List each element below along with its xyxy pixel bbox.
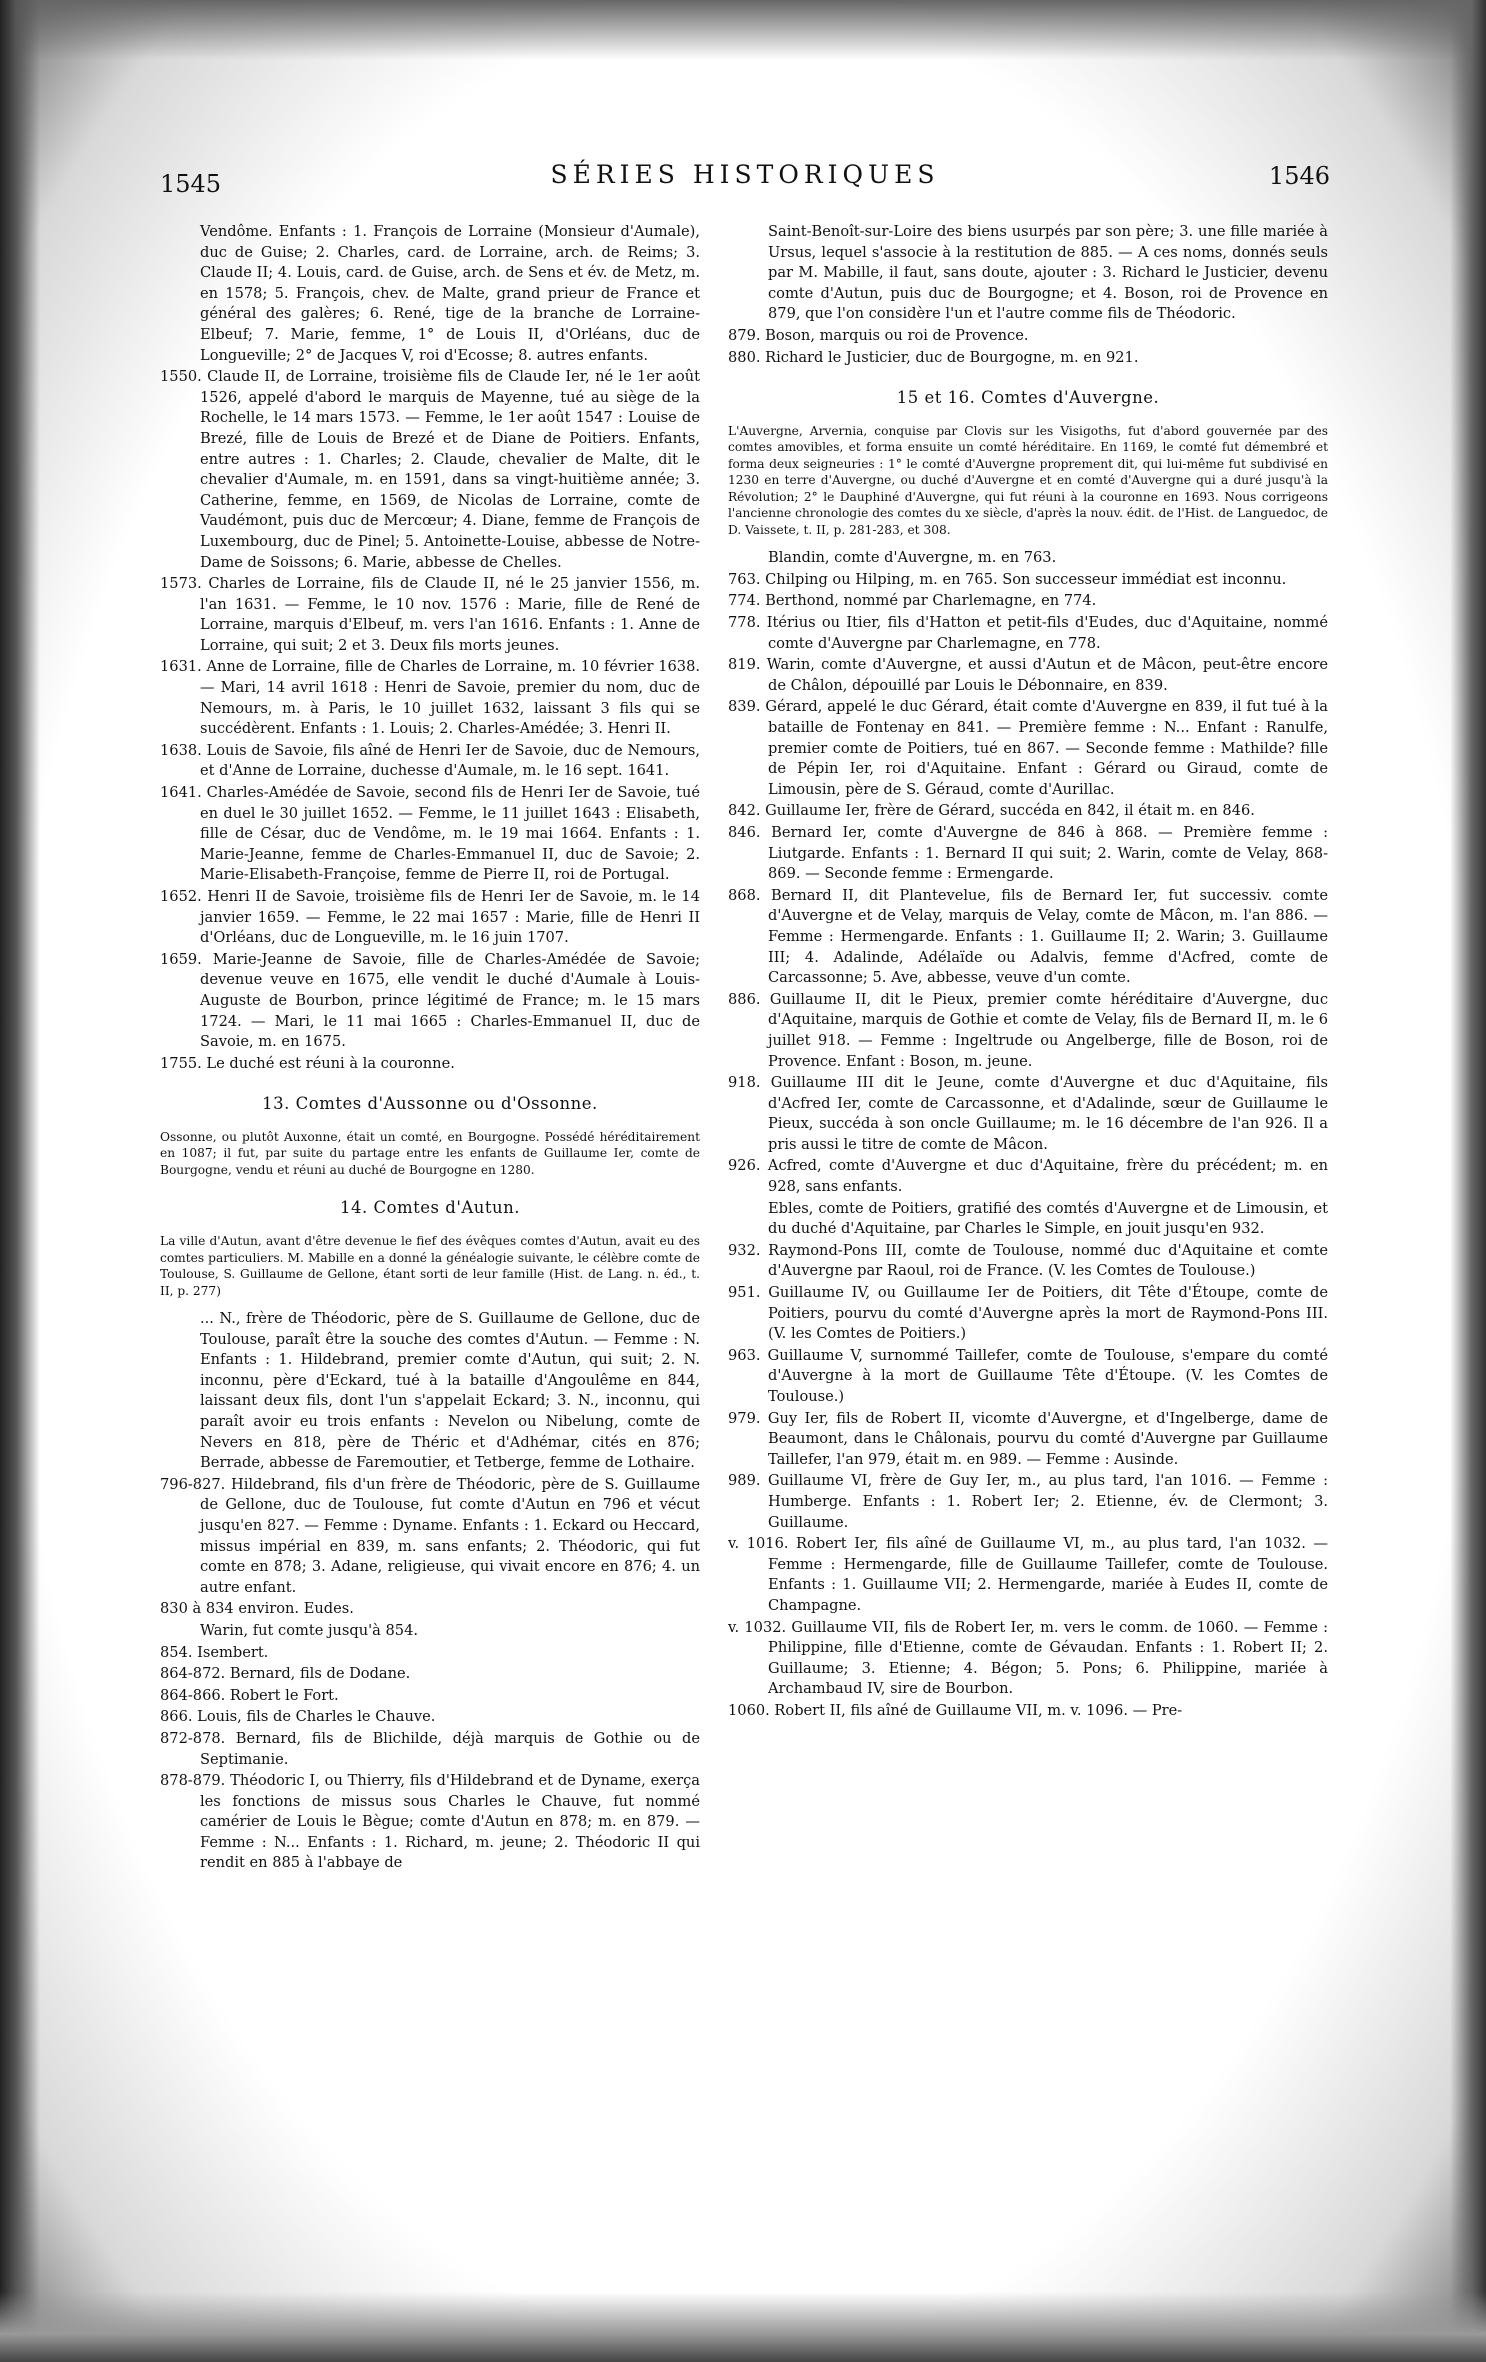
genealogy-entry: ... N., frère de Théodoric, père de S. Guillaume de Gellone, duc de Toulouse, paraît être la souche des comtes d'Autun. — Femme : N. Enfants : 1. Hildebrand, premier comte d'Autun, qui suit; 2. N. inconnu, père d'Eckard, tué à la bataille d'Angoulême en 844, laissant deux fils, dont l'un s'appelait Eckard; 3. N., inconnu, qui paraît avoir eu trois enfants : Nevelon ou Nibelung, comte de Nevers en 818, père de Théric et d'Adhémar, cités en 876; Berrade, abbesse de Faremoutier, et Tetberge, femme de Lothaire. xyxy=(200,1310,700,1472)
page-number-left: 1545 xyxy=(160,170,222,198)
genealogy-entry: 1638. Louis de Savoie, fils aîné de Henri Ier de Savoie, duc de Nemours, et d'Anne de Lorraine, duchesse d'Aumale, m. le 16 sept. 1641. xyxy=(160,741,700,780)
genealogy-entry: 864-872. Bernard, fils de Dodane. xyxy=(160,1665,411,1683)
section-intro: L'Auvergne, Arvernia, conquise par Clovis sur les Visigoths, fut d'abord gouvernée par des comtes amovibles, et forma ensuite un comté héréditaire. En 1169, le comté fut démembré et forma deux seigneuries : 1° le comté d'Auvergne proprement dit, qui lui-même fut subdivisé en 1230 en terre d'Auvergne, ou duché d'Auvergne et en comté d'Auvergne qui a duré jusqu'à la Révolution; 2° le Dauphiné d'Auvergne, qui fut réuni à la couronne en 1693. Nous corrigeons l'ancienne chronologie des comtes du xe siècle, d'après la nouv. édit. de l'Hist. de Languedoc, de D. Vaissete, t. II, p. 281-283, et 308. xyxy=(728,423,1328,537)
genealogy-entry: 839. Gérard, appelé le duc Gérard, était comte d'Auvergne en 839, il fut tué à la bataille de Fontenay en 841. — Première femme : N... Enfant : Ranulfe, premier comte de Poitiers, tué en 867. — Seconde femme : Mathilde? fille de Pépin Ier, roi d'Aquitaine. Enfant : Gérard ou Giraud, comte de Limousin, père de S. Géraud, comte d'Aurillac. xyxy=(728,698,1328,798)
genealogy-entry: 951. Guillaume IV, ou Guillaume Ier de Poitiers, dit Tête d'Étoupe, comte de Poitiers, pourvu du comté d'Auvergne après la mort de Raymond-Pons III. (V. les Comtes de Poitiers.) xyxy=(728,1284,1328,1343)
entry-continuation: Saint-Benoît-sur-Loire des biens usurpés par son père; 3. une fille mariée à Ursus, lequel s'associe à la restitution de 885. — A ces noms, donnés seuls par M. Mabille, il faut, sans doute, ajouter : 3. Richard le Justicier, devenu comte d'Autun, puis duc de Bourgogne; et 4. Boson, roi de Provence en 879, que l'on considère l'un et l'autre comme fils de Théodoric. xyxy=(768,223,1328,323)
genealogy-entry: 864-866. Robert le Fort. xyxy=(160,1686,339,1704)
genealogy-entry: 1641. Charles-Amédée de Savoie, second fils de Henri Ier de Savoie, tué en duel le 30 juillet 1652. — Femme, le 11 juillet 1643 : Elisabeth, fille de César, duc de Vendôme, m. le 19 mai 1664. Enfants : 1. Marie-Jeanne, femme de Charles-Emmanuel II, duc de Savoie; 2. Marie-Elisabeth-Françoise, femme de Pierre II, roi de Portugal. xyxy=(160,784,700,884)
genealogy-entry: 1060. Robert II, fils aîné de Guillaume VII, m. v. 1096. — Pre- xyxy=(728,1701,1183,1719)
genealogy-entry: 854. Isembert. xyxy=(160,1643,269,1661)
genealogy-entry: 989. Guillaume VI, frère de Guy Ier, m., au plus tard, l'an 1016. — Femme : Humberge. Enfants : 1. Robert Ier; 2. Etienne, év. de Clermont; 3. Guillaume. xyxy=(728,1472,1328,1531)
section-title: 14. Comtes d'Autun. xyxy=(339,1198,521,1218)
genealogy-entry: v. 1032. Guillaume VII, fils de Robert Ier, m. vers le comm. de 1060. — Femme : Philippine, fille d'Etienne, comte de Gévaudan. Enfants : 1. Robert II; 2. Guillaume; 3. Etienne; 4. Bégon; 5. Pons; 6. Philippine, mariée à Archambaud IV, sire de Bourbon. xyxy=(728,1618,1328,1698)
scan-edge-top xyxy=(0,0,1486,60)
left-column xyxy=(160,222,700,1875)
genealogy-entry: 872-878. Bernard, fils de Blichilde, déjà marquis de Gothie ou de Septimanie. xyxy=(160,1729,700,1768)
genealogy-entry: 979. Guy Ier, fils de Robert II, vicomte d'Auvergne, et d'Ingelberge, dame de Beaumont, dans le Châlonais, pourvu du comté d'Auvergne par Guillaume Taillefer, l'an 979, était m. en 989. — Femme : Ausinde. xyxy=(728,1409,1328,1468)
genealogy-entry: 879. Boson, marquis ou roi de Provence. xyxy=(728,326,1029,344)
genealogy-entry: 774. Berthond, nommé par Charlemagne, en 774. xyxy=(728,592,1097,610)
genealogy-entry: 868. Bernard II, dit Plantevelue, fils de Bernard Ier, fut successiv. comte d'Auvergne et de Velay, marquis de Velay, comte de Mâcon, m. l'an 886. — Femme : Hermengarde. Enfants : 1. Guillaume II; 2. Warin; 3. Guillaume III; 4. Adalinde, Adélaïde ou Adalvis, femme d'Acfred, comte de Carcassonne; 5. Ave, abbesse, veuve d'un comte. xyxy=(728,886,1328,987)
genealogy-entry: 1659. Marie-Jeanne de Savoie, fille de Charles-Amédée de Savoie; devenue veuve en 1675, elle vendit le duché d'Aumale à Louis-Auguste de Bourbon, prince légitimé de France; m. le 15 mars 1724. — Mari, le 11 mai 1665 : Charles-Emmanuel II, duc de Savoie, m. en 1675. xyxy=(160,950,700,1051)
genealogy-entry: Warin, fut comte jusqu'à 854. xyxy=(200,1621,418,1639)
running-header xyxy=(160,150,1330,198)
genealogy-entry: 963. Guillaume V, surnommé Taillefer, comte de Toulouse, s'empare du comté d'Auvergne à la mort de Guillaume Tête d'Étoupe. (V. les Comtes de Toulouse.) xyxy=(728,1346,1328,1405)
genealogy-entry: 846. Bernard Ier, comte d'Auvergne de 846 à 868. — Première femme : Liutgarde. Enfants : 1. Bernard II qui suit; 2. Warin, comte de Velay, 868-869. — Seconde femme : Ermengarde. xyxy=(728,823,1328,883)
genealogy-entry: 796-827. Hildebrand, fils d'un frère de Théodoric, père de S. Guillaume de Gellone, duc de Toulouse, fut comte d'Autun en 796 et vécut jusqu'en 827. — Femme : Dyname. Enfants : 1. Eckard ou Heccard, missus impérial en 839, m. sans enfants; 2. Théodoric, qui fut comte en 878; 3. Adane, religieuse, qui vivait encore en 876; 4. un autre enfant. xyxy=(160,1475,700,1596)
genealogy-entry: 1631. Anne de Lorraine, fille de Charles de Lorraine, m. 10 février 1638. — Mari, 14 avril 1618 : Henri de Savoie, premier du nom, duc de Nemours, m. à Paris, le 10 juillet 1632, laissant 3 fils qui se succédèrent. Enfants : 1. Louis; 2. Charles-Amédée; 3. Henri II. xyxy=(160,658,700,738)
genealogy-entry: 763. Chilping ou Hilping, m. en 765. Son successeur immédiat est inconnu. xyxy=(728,570,1287,588)
genealogy-entry: 1550. Claude II, de Lorraine, troisième fils de Claude Ier, né le 1er août 1526, appelé d'abord le marquis de Mayenne, tué au siège de la Rochelle, le 14 mars 1573. — Femme, le 1er août 1547 : Louise de Brezé, fille de Louis de Brezé et de Diane de Poitiers. Enfants, entre autres : 1. Charles; 2. Claude, chevalier de Malte, dit le chevalier d'Aumale, m. en 1591, dans sa vingt-huitième année; 3. Catherine, femme, en 1569, de Nicolas de Lorraine, comte de Vaudémont, puis duc de Mercœur; 4. Diane, femme de François de Luxembourg, duc de Pinel; 5. Antoinette-Louise, abbesse de Notre-Dame de Soissons; 6. Marie, abbesse de Chelles. xyxy=(160,368,700,571)
genealogy-entry: 830 à 834 environ. Eudes. xyxy=(160,1600,354,1618)
genealogy-entry: 1652. Henri II de Savoie, troisième fils de Henri Ier de Savoie, m. le 14 janvier 1659. — Femme, le 22 mai 1657 : Marie, fille de Henri II d'Orléans, duc de Longueville, m. le 16 juin 1707. xyxy=(160,888,700,947)
genealogy-entry: 866. Louis, fils de Charles le Chauve. xyxy=(160,1708,436,1726)
genealogy-entry: Blandin, comte d'Auvergne, m. en 763. xyxy=(768,549,1057,567)
section-title: 13. Comtes d'Aussonne ou d'Ossonne. xyxy=(262,1094,598,1114)
section-intro: Ossonne, ou plutôt Auxonne, était un comté, en Bourgogne. Possédé héréditairement en 1087; il fut, par suite du partage entre les enfants de Guillaume Ier, comte de Bourgogne, vendu et réuni au duché de Bourgogne en 1280. xyxy=(160,1129,700,1177)
genealogy-entry: v. 1016. Robert Ier, fils aîné de Guillaume VI, m., au plus tard, l'an 1032. — Femme : Hermengarde, fille de Guillaume Taillefer, comte de Toulouse. Enfants : 1. Guillaume VII; 2. Hermengarde, mariée à Eudes II, comte de Champagne. xyxy=(728,1535,1328,1614)
genealogy-entry: 886. Guillaume II, dit le Pieux, premier comte héréditaire d'Auvergne, duc d'Aquitaine, marquis de Gothie et comte de Velay, fils de Bernard II, m. le 6 juillet 918. — Femme : Ingeltrude ou Angelberge, fille de Boson, roi de Provence. Enfant : Boson, m. jeune. xyxy=(728,990,1328,1070)
scan-edge-right xyxy=(1450,0,1486,2362)
right-column xyxy=(728,222,1328,1723)
genealogy-entry: 932. Raymond-Pons III, comte de Toulouse, nommé duc d'Aquitaine et comte d'Auvergne par Raoul, roi de France. (V. les Comtes de Toulouse.) xyxy=(728,1241,1328,1280)
section-intro: La ville d'Autun, avant d'être devenue le fief des évêques comtes d'Autun, avait eu des comtes particuliers. M. Mabille en a donné la généalogie suivante, le célèbre comte de Toulouse, S. Guillaume de Gellone, étant sorti de leur famille (Hist. de Lang. n. éd., t. II, p. 277) xyxy=(160,1234,700,1298)
scan-edge-left xyxy=(0,0,40,2362)
genealogy-entry: 880. Richard le Justicier, duc de Bourgogne, m. en 921. xyxy=(728,348,1139,366)
genealogy-entry: 842. Guillaume Ier, frère de Gérard, succéda en 842, il était m. en 846. xyxy=(728,802,1255,820)
genealogy-entry: 778. Itérius ou Itier, fils d'Hatton et petit-fils d'Eudes, duc d'Aquitaine, nommé comte d'Auvergne par Charlemagne, en 778. xyxy=(728,614,1328,652)
running-title: SÉRIES HISTORIQUES xyxy=(550,160,940,189)
genealogy-entry: 1573. Charles de Lorraine, fils de Claude II, né le 25 janvier 1556, m. l'an 1631. — Femme, le 10 nov. 1576 : Marie, fille de René de Lorraine, marquis d'Elbeuf, m. vers l'an 1616. Enfants : 1. Anne de Lorraine, qui suit; 2 et 3. Deux fils morts jeunes. xyxy=(160,575,700,654)
genealogy-entry: 819. Warin, comte d'Auvergne, et aussi d'Autun et de Mâcon, peut-être encore de Châlon, dépouillé par Louis le Débonnaire, en 839. xyxy=(728,656,1328,694)
page-number-right: 1546 xyxy=(1268,162,1330,190)
genealogy-entry: 918. Guillaume III dit le Jeune, comte d'Auvergne et duc d'Aquitaine, fils d'Acfred Ier, comte de Carcassonne, et d'Adalinde, sœur de Guillaume le Pieux, succéda à son oncle Guillaume; m. le 16 décembre de l'an 926. Il a pris aussi le titre de comte de Mâcon. xyxy=(728,1074,1328,1153)
entry-continuation: Vendôme. Enfants : 1. François de Lorraine (Monsieur d'Aumale), duc de Guise; 2. Charles, card. de Lorraine, arch. de Reims; 3. Claude II; 4. Louis, card. de Guise, arch. de Sens et év. de Metz, m. en 1578; 5. François, chev. de Malte, grand prieur de France et général des galères; 6. René, tige de la branche de Lorraine-Elbeuf; 7. Marie, femme, 1° de Louis II, d'Orléans, duc de Longueville; 2° de Jacques V, roi d'Ecosse; 8. autres enfants. xyxy=(200,223,700,364)
genealogy-entry: Ebles, comte de Poitiers, gratifié des comtés d'Auvergne et de Limousin, et du duché d'Aquitaine, par Charles le Simple, en jouit jusqu'en 932. xyxy=(768,1199,1328,1238)
genealogy-entry: 1755. Le duché est réuni à la couronne. xyxy=(160,1054,455,1072)
genealogy-entry: 926. Acfred, comte d'Auvergne et duc d'Aquitaine, frère du précédent; m. en 928, sans enfants. xyxy=(728,1157,1328,1196)
scan-edge-bottom xyxy=(0,2292,1486,2362)
section-title: 15 et 16. Comtes d'Auvergne. xyxy=(896,388,1160,408)
genealogy-entry: 878-879. Théodoric I, ou Thierry, fils d'Hildebrand et de Dyname, exerça les fonctions de missus sous Charles le Chauve, fut nommé camérier de Louis le Bègue; comte d'Autun en 878; m. en 879. — Femme : N... Enfants : 1. Richard, m. jeune; 2. Théodoric II qui rendit en 885 à l'abbaye de xyxy=(160,1772,700,1872)
